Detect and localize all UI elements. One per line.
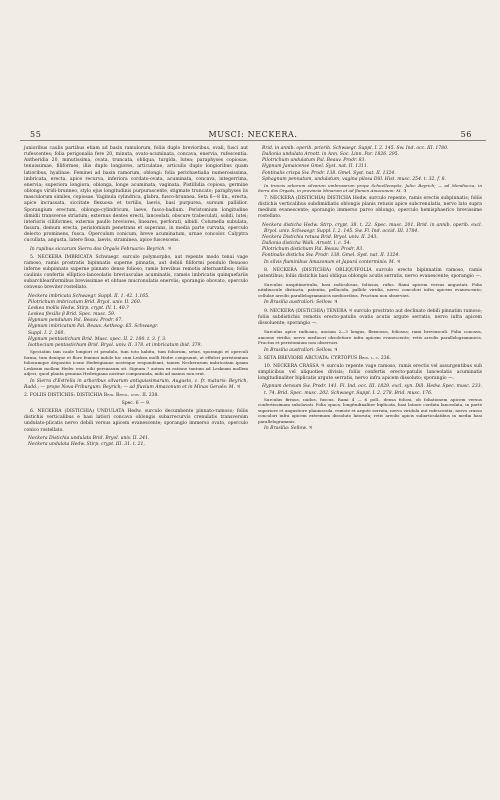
paragraph: 5. NECKERA IMBRICATA Schwaegr. surculo polymorpho, aut repente modo tenui vage ramoso, ramis prostratis bipinnatis superne pinnatis, aut debili filiformi pendulo flexuoso inferne subpinnato superne pinnato denso folioso, ramis brevibus remotis alternantibus; foliis caulinis confertis elliptico-lanceolatis breviusculae acuminatis, rameis imbricatis quinquefariis subarchleariformibus brevissimae et obtuse mucronulatis enerviis; sporangio obovato, operculo convexo breviter rostellato. [24, 254, 248, 291]
paragraph: Hypnum densum Sw. Prodr. 141. Fl. Ind. occ. III. 1829. excl. syn. Dill. Hedw. Spec. musc. 233. t. 74. Brid. Spec. musc. 202. Schwaegr. Suppl. I. 2. 278. Brid. musc. 176. [262, 384, 482, 396]
paragraph: Neckera undulata Hedw. Stirp. crypt. III. 31. t. 21, [28, 441, 145, 447]
paragraph: Neckera Distichia undulata Brid. Bryol. univ. II. 241. [28, 435, 150, 441]
paragraph: Suppl. I. 2. 260. [28, 330, 65, 336]
paragraph: junioribus caulis partibus etiam ad basin ramulorum, foliis duplo brevioribus, ovali, fusci aut rufescentes; folia perigonalia fere 20, minuta, ovato-acuminata, concava, enervia, rufescentia. Antheridia 20, minutissima, ovata, truncata, obliqua, turgida, lutea; paraphyses copiosae, tenuissimae, filiformes, illis duplo longiores, articulatae, articulis duplo longioribus quam latioribus, hyalinae. Feminei ad basin ramorum, oblongi: folia perichaetialia numerosissima, imbricata, erecta, apice recurva, inferiora cordato-ovata, acuminata, concava, integerrima, enervia; superiora longiora, oblonga, longe acuminata, vaginata. Pistillidia copiosa, germine oblongo viridi-brunneo, stylo ejus longitudinis purpurascente, stigmate truncato; paraphyses iis masculorum similes, copiosae. Vaginula cylindrica, glabra, fusco-brunnea. Seta 6—8 lin., erecta, apice incrassata, siccitate flexuosa et tortilis, laevis, basi purpurea, sursum pallidior. Sporangium erectum, oblongo-cylindricum, laeve, fusco-badium. Peristomium longitudine dimidii transverse striatum; externus dentes erecti, lanceolati, obscure trabeculati, solidi, lutei; interioris ciliiformes, externis paullo breviores, lineares, perforati, albidi. Columella subulata, fissura, demum erecta, peristomium penetrans et superans, in media parte curvata, operculo delecto prominens, fusca. Operculum conicum, breve acuminatum, urnae concolor. Calyptra cucullata, angusta, latere fissa, laevis, straminea, apice fuscescens. [24, 146, 248, 244]
paragraph: Hypnum pentastichum Brid. Musc. spec. II. 2. 100. t. 3. f. 3. [28, 336, 167, 342]
paragraph: 6. NECKERA (DISTICHIA) UNDULATA Hedw. surculo decumbente pinnato-ramoso; foliis distichis verticalibus e basi latiori concava oblongis subarrecurvis crenulatis transversim undulato-plicatis nervo debili versus apicem evanescente; sporangio immerso ovato, operculo conico rostellato. [24, 409, 248, 433]
paragraph: Pilotrichum imbricatum Brid. Bryol. univ. II. 260. [28, 299, 142, 305]
paragraph: Surculus unspitimetralis, basi radiculosus, foliosus, rufus. Rami apicem versus angustati. Folia nitidiuscule distincta, patentia, pellucida, pallide viridia, nervo concolori infra apicem evanescente; cellulae areolis parallelogrammicis mediocribus. Fructum non observavi. [258, 281, 482, 298]
paragraph: In rupibus siccarum Sierra dos Orgaôs Februario: Beyrich. ♃ [30, 246, 172, 252]
paragraph: 8. NECKERA (DISTICHIA) OBLIQUIFOLIA surculo erecto bipinnatim ramoso, ramis patentibus; foliis distichis basi obliqua oblongis acutis serratis, nervo evanescente; sporangio —. [258, 267, 482, 279]
paragraph: Neckera disticha Hedw. Stirp. crypt. 38. t. 22. Spec. musc. 201. Brid. in annib. operib. excl. Bryol. univ. Schwaegr. Suppl. I. 2. 145. Sw. Fl. Ind. occid. III. 1784. [262, 222, 482, 234]
paragraph: 9. NECKERA (DISTICHIA) TENERA ♃ surculo prostrato aut declinato debili pinnatim ramoso; foliis subdistichis remotis erecto-patulis ovatis acutis argute serratis, nervo infra apicem dissoluente; sporangio —. [258, 308, 482, 326]
paragraph: Isothecium pentastichum Brid. Bryol. univ. II. 378. et imbricatum ibid. 379. [28, 342, 202, 348]
paragraph: Pilotrichum undulatum Pal. Beauv. Prodr. 83. [262, 158, 366, 164]
left-column [24, 146, 248, 448]
page-number-left: 55 [30, 130, 42, 139]
paragraph: Fontinalis crispa Sw. Prodr. 138. Gmel. Syst. nat. II. 1324. [262, 170, 396, 176]
paragraph: Fontinalis disticha Sw. Prodr. 138. Gmel. Syst. nat. II. 1324. [262, 253, 400, 259]
running-title: MUSCI: NECKERA. [208, 130, 298, 139]
paragraph: 2. FOLIIS DISTICHIS: DISTICHIA Brid. Bryol. univ. II. 238. [24, 392, 159, 398]
paragraph: Pilotrichum distichum Pal. Beauv. Prodr. 83. [262, 247, 364, 253]
paragraph: Surculus firmus, nudus, fuscus. Rami 4 — 6 poll., densa foliosi, ob foliationem apicem versus confertissimam subclavati. Folia opaca, longitudinaliter biplicata, basi latiore cordata lanceolata, in parte superiore et angustiore planiuscula, remote et argute serrata, nervo viridula aut rufescentia; nervo crasso concolori infra apicem extremum dissoluto latoruta; retis areolis apicis subarticulatibus in media basi parallelogrammis. [258, 396, 482, 424]
paragraph: In silvis fluminibus Amazonum et Japurá conterminis: M. ♃ [264, 259, 401, 265]
paragraph: Hypnum imbricatum Pal. Beauv. Aetheog. 65. Schwaegr. [28, 324, 159, 330]
paragraph: Leskea mollis Hedw. Stirp. crypt. IV. 1. 40.? [28, 305, 129, 311]
paragraph: Hypnum pendulum Pal. Beauv. Prodr. 67. [28, 318, 123, 324]
paragraph: Neckera imbricata Schwaegr. Suppl. II. 1. 42. 1.165. [28, 293, 150, 299]
paragraph: Speciatim tam caule longiori et pendulo, tum toto habitu, tum foliorum, setae, sporangii et operculi forma, tum denique et flore feminei indole hic cum Leskea molli Hedw. congruunt, ut effulcri peristomium folioramque dispositio icone Hedwigianae nostrique respondeant, tamen Neckerarum imbricatam ipsam Leskeam mollem Hedw. esse nihi persuasum sit. Signum ? autem ex ratione tantum ad Leskeam mollem adjeci, quod planta genuina Hedwigiana nostrae comparanda, mihi ad manus non erat. [24, 349, 248, 376]
paragraph: 7. NECKERA (DISTICHIA) DISTICHA Hedw. surculo repente, ramis erectis subpinnatis; foliis distichis verticalibus subdimidiatis oblongis planis retusis apice subcrenulatis, nervo lato supra medium evanescente; sporangio immerso parvo oblongo, operculo hemisphaerico brevissime rostellato. [258, 195, 482, 220]
paragraph: 10. NECKERA CRASSA ♃ surculo repente vage ramoso, ramis erectis vel assurgentibus sub simplicibus vel aliquoties divisis; foliis confertis erecto-patulis lanceolatis acuminatis longitudinaliter biplicatis argute serratis, nervo infra apicem dissoluto; sporangio —. [258, 363, 482, 382]
paragraph: In Brasilia: Sellow. ♃ [264, 426, 313, 432]
paragraph: In truncis arborum silvarum umbrosarum prope Schnellenspitz, Julio: Beyrich; — ad Mendiocca, in Serra dos Orgaôs, in provincia Minarum et ad flumen Amazonum: M. ♃ [258, 182, 482, 194]
paragraph: Dallonia undulata Arnott. in Ann. Soc. Linn. Par. 1826. 295. [262, 152, 400, 158]
paragraph: Brid. in annib. operib. priorib. Schwaegr. Suppl. I. 2. 145. Sw. Ind. occ. III. 1780. [262, 146, 449, 151]
paragraph: Leskea flexilis β Brid. Spec. musc. 59. [28, 312, 116, 318]
two-column-text [24, 146, 482, 448]
paragraph: Sphagnum pennatum, undulatum, vagina pilosa Dill. Hist. musc. 254. t. 32. f. 8. [262, 176, 447, 182]
paragraph: Surculus apice radicans, unciam 2—3 longus, flexuosus, foliosus; rami breviusculi. Folia concava, amoene viridia; nervo mediocri obsoletiore infra apicem evanescente; retis areolis parallelogrammicis. Fructus et peristomium non observavi. [258, 329, 482, 346]
paragraph: Dallonia disticha Walk. Arnott. l. c. 54. [262, 241, 351, 247]
paragraph: In Sierra d'Estrella in arboribus silvarum antiquissimarum, Augusto, c. fr. maturis: Beyrich, Radd.; — prope Nova-Friburgum: Beyrich; — ad fluvium Amazonum et in Minas Geraës: M. ♃ [24, 378, 248, 390]
paragraph: Spec. 6 — 9. [121, 400, 151, 406]
paragraph: In Brasilia australiori: Sellow. ♃ [264, 300, 338, 306]
paragraph: 3. SETA BREVIORE ARCUATA: CYRTOPUS Brid. l. c. 236. [258, 355, 391, 361]
right-column [258, 146, 482, 448]
paragraph: In Brasilia australiori: Sellow. ♃ [264, 347, 338, 353]
paragraph: Neckera Distichia retusa Brid. Bryol. univ. II. 243. [262, 234, 378, 240]
page-number-right: 56 [460, 130, 472, 139]
header-rule [20, 140, 486, 141]
paragraph: Hypnum Jamaicense Gmel. Syst. nat. II. 1311. [262, 164, 369, 170]
